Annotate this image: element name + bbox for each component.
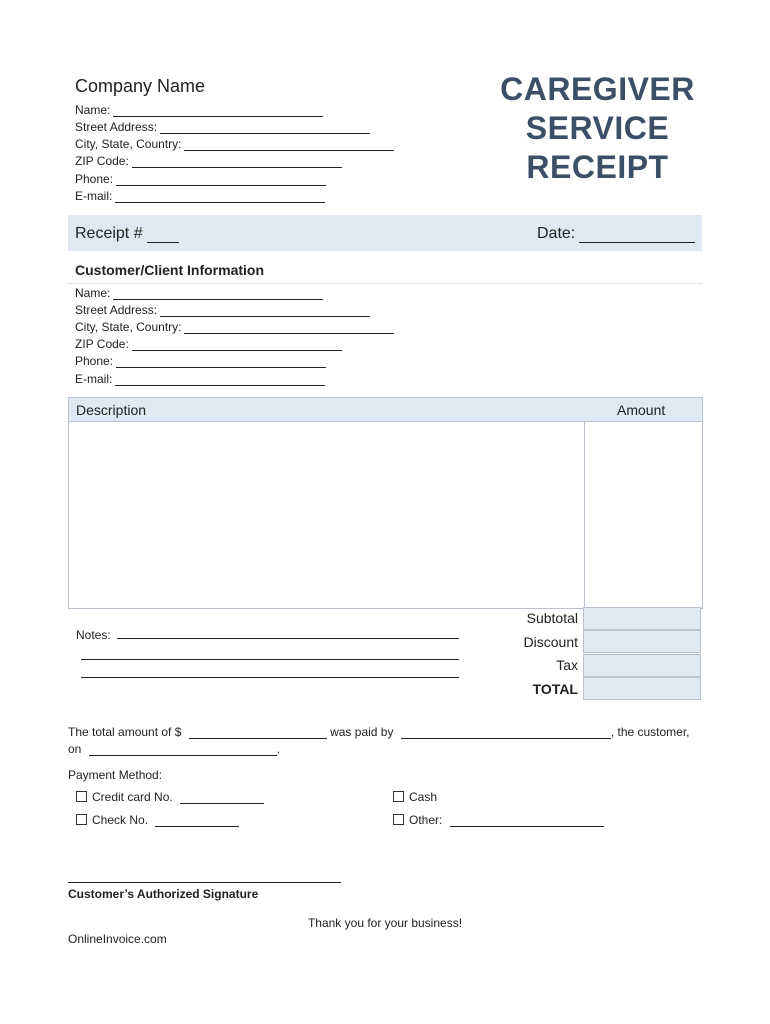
field-label: Street Address: xyxy=(75,120,158,134)
subtotal-value[interactable] xyxy=(583,607,701,630)
customer-email-field xyxy=(75,370,325,386)
receipt-number-input[interactable] xyxy=(147,228,179,243)
table-header xyxy=(69,398,702,422)
credit-card-option xyxy=(76,790,264,804)
payment-statement-line-1 xyxy=(68,725,690,739)
footer-brand: OnlineInvoice.com xyxy=(68,932,167,946)
check-option xyxy=(76,813,239,827)
company-city-field xyxy=(75,135,394,151)
cash-checkbox[interactable] xyxy=(393,791,404,802)
company-zip-input[interactable] xyxy=(132,155,342,168)
field-label: City, State, Country: xyxy=(75,137,182,151)
signature-label: Customer’s Authorized Signature xyxy=(68,887,259,901)
date-label: Date: xyxy=(537,225,576,242)
title-line-1: CAREGIVER xyxy=(500,71,695,107)
thank-you-message: Thank you for your business! xyxy=(307,916,463,930)
customer-city-field xyxy=(75,318,394,334)
totals-cells xyxy=(583,607,701,701)
statement-text: on xyxy=(68,742,82,756)
receipt-number-label: Receipt # xyxy=(75,225,143,242)
company-name-heading: Company Name xyxy=(75,76,206,96)
description-column-header: Description xyxy=(76,402,147,418)
check-number-input[interactable] xyxy=(155,814,239,827)
company-phone-field xyxy=(75,170,326,186)
credit-card-checkbox[interactable] xyxy=(76,791,87,802)
paid-by-input[interactable] xyxy=(401,726,611,739)
customer-street-field xyxy=(75,301,370,317)
notes-line-3[interactable] xyxy=(81,677,459,678)
amount-paid-input[interactable] xyxy=(189,726,327,739)
notes-line-1[interactable] xyxy=(117,638,459,639)
discount-label: Discount xyxy=(523,634,578,650)
amount-cell[interactable] xyxy=(585,422,702,608)
notes-line-2[interactable] xyxy=(81,659,459,660)
cash-option xyxy=(393,790,437,804)
field-label: City, State, Country: xyxy=(75,320,182,334)
field-label: ZIP Code: xyxy=(75,154,129,168)
statement-text: . xyxy=(276,742,281,756)
statement-text: The total amount of $ xyxy=(68,725,182,739)
company-street-input[interactable] xyxy=(160,121,370,134)
credit-card-number-input[interactable] xyxy=(180,791,264,804)
customer-zip-input[interactable] xyxy=(132,338,342,351)
company-phone-input[interactable] xyxy=(116,173,326,186)
total-label: TOTAL xyxy=(532,681,578,697)
customer-zip-field xyxy=(75,335,342,351)
customer-name-input[interactable] xyxy=(113,287,323,300)
customer-email-input[interactable] xyxy=(115,373,325,386)
receipt-number-field xyxy=(75,225,179,243)
amount-column-header: Amount xyxy=(617,402,666,418)
line-items-table xyxy=(68,397,703,609)
title-line-3: RECEIPT xyxy=(526,149,669,185)
field-label: Phone: xyxy=(75,354,114,368)
field-label: E-mail: xyxy=(75,372,113,386)
company-name-field xyxy=(75,101,323,117)
check-checkbox[interactable] xyxy=(76,814,87,825)
notes-label: Notes: xyxy=(76,628,111,642)
field-label: Name: xyxy=(75,103,111,117)
date-input[interactable] xyxy=(579,228,695,243)
payment-date-input[interactable] xyxy=(89,743,277,756)
description-cell[interactable] xyxy=(69,422,584,608)
cash-label: Cash xyxy=(409,790,438,804)
tax-label: Tax xyxy=(556,657,578,673)
field-label: Street Address: xyxy=(75,303,158,317)
company-street-field xyxy=(75,118,370,134)
customer-street-input[interactable] xyxy=(160,304,370,317)
company-city-input[interactable] xyxy=(184,138,394,151)
subtotal-label: Subtotal xyxy=(526,610,578,626)
customer-phone-input[interactable] xyxy=(116,355,326,368)
field-label: E-mail: xyxy=(75,189,113,203)
discount-value[interactable] xyxy=(583,630,701,653)
other-checkbox[interactable] xyxy=(393,814,404,825)
signature-line[interactable] xyxy=(68,882,341,883)
title-line-2: SERVICE xyxy=(525,110,670,146)
statement-text: was paid by xyxy=(330,725,394,739)
date-field xyxy=(537,225,695,243)
company-email-input[interactable] xyxy=(115,190,325,203)
other-method-input[interactable] xyxy=(450,814,604,827)
field-label: Phone: xyxy=(75,172,114,186)
field-label: Name: xyxy=(75,286,111,300)
payment-method-heading: Payment Method: xyxy=(68,768,163,782)
customer-name-field xyxy=(75,284,323,300)
company-zip-field xyxy=(75,152,342,168)
other-option xyxy=(393,813,604,827)
customer-city-input[interactable] xyxy=(184,321,394,334)
statement-text: , the customer, xyxy=(610,725,690,739)
customer-info-heading: Customer/Client Information xyxy=(75,262,265,278)
payment-statement-line-2 xyxy=(68,742,280,756)
company-name-input[interactable] xyxy=(113,104,323,117)
company-email-field xyxy=(75,187,325,203)
total-value[interactable] xyxy=(583,677,701,700)
tax-value[interactable] xyxy=(583,654,701,677)
customer-phone-field xyxy=(75,352,326,368)
credit-card-label: Credit card No. xyxy=(92,790,173,804)
check-label: Check No. xyxy=(92,813,149,827)
field-label: ZIP Code: xyxy=(75,337,129,351)
receipt-title xyxy=(490,70,705,187)
other-label: Other: xyxy=(409,813,443,827)
